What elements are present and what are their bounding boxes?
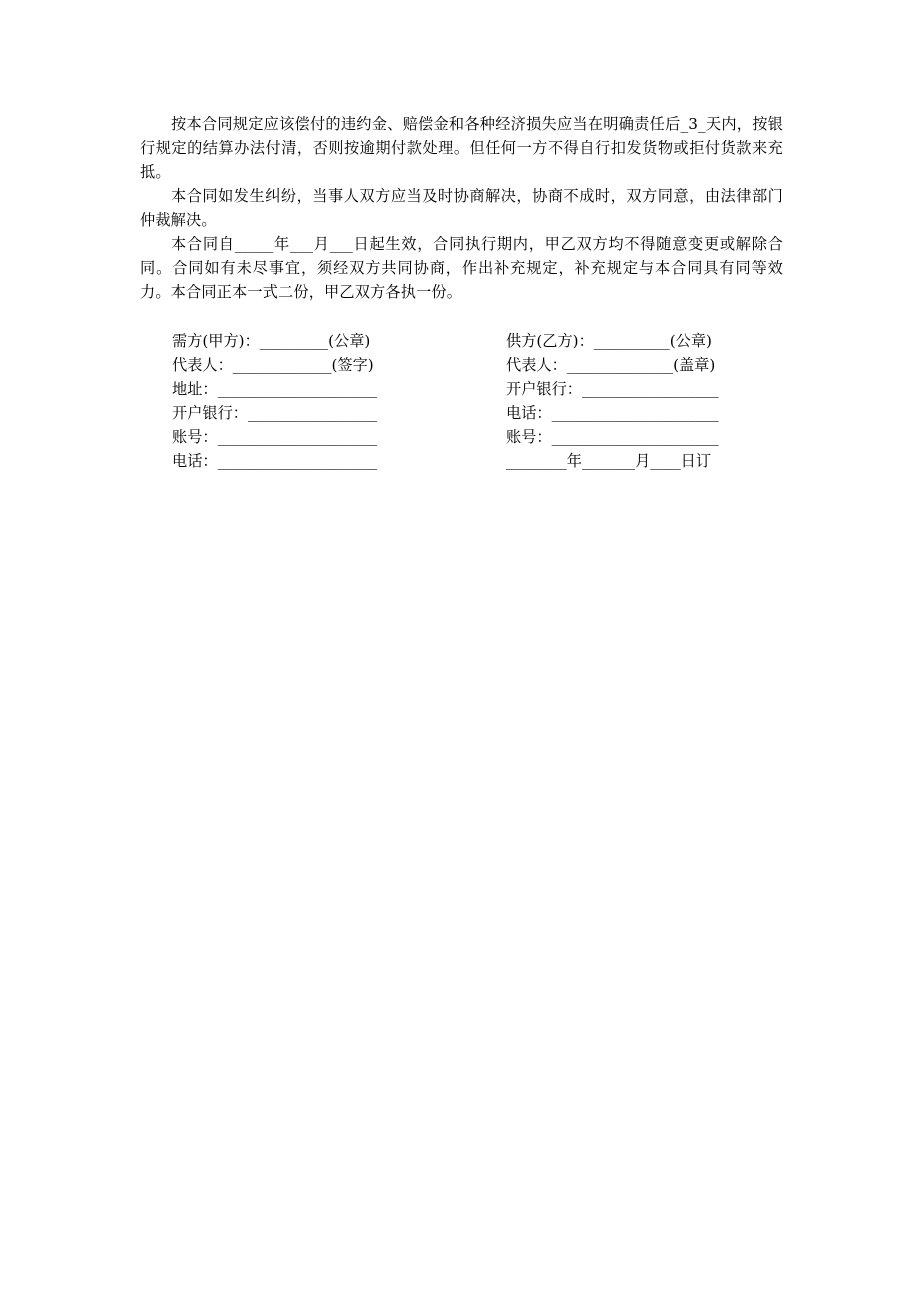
contract-clauses (140, 112, 783, 304)
buyer-representative-line: 代表人：_____________(签字) (172, 356, 374, 374)
clause-dispute: 本合同如发生纠纷，当事人双方应当及时协商解决，协商不成时，双方同意，由法律部门仲裁解决。 (140, 187, 783, 229)
seller-signature-block (506, 329, 719, 473)
buyer-address-line: 地址：_____________________ (172, 380, 378, 398)
seller-bank-line: 开户银行：__________________ (506, 380, 719, 398)
clause-effective: 本合同自_____年___月___日起生效，合同执行期内，甲乙双方均不得随意变更或解除合同。合同如有未尽事宜，须经双方共同协商，作出补充规定，补充规定与本合同具有同等效力。本合同正本一式二份，甲乙双方各执一份。 (140, 235, 783, 301)
signing-date-line: ________年_______月____日订 (506, 452, 712, 470)
clause-payment: 按本合同规定应该偿付的违约金、赔偿金和各种经济损失应当在明确责任后_3_天内，按银行规定的结算办法付清，否则按逾期付款处理。但任何一方不得自行扣发货物或拒付货款来充抵。 (140, 115, 783, 181)
seller-phone-line: 电话：______________________ (506, 404, 719, 422)
buyer-bank-line: 开户银行：_________________ (172, 404, 378, 422)
seller-representative-line: 代表人：______________(盖章) (506, 356, 716, 374)
buyer-signature-block (172, 329, 377, 473)
seller-account-line: 账号：______________________ (506, 428, 719, 446)
buyer-party-line: 需方(甲方)：_________(公章) (172, 332, 371, 350)
buyer-phone-line: 电话：_____________________ (172, 452, 378, 470)
buyer-account-line: 账号：_____________________ (172, 428, 378, 446)
seller-party-line: 供方(乙方)：__________(公章) (506, 332, 712, 350)
